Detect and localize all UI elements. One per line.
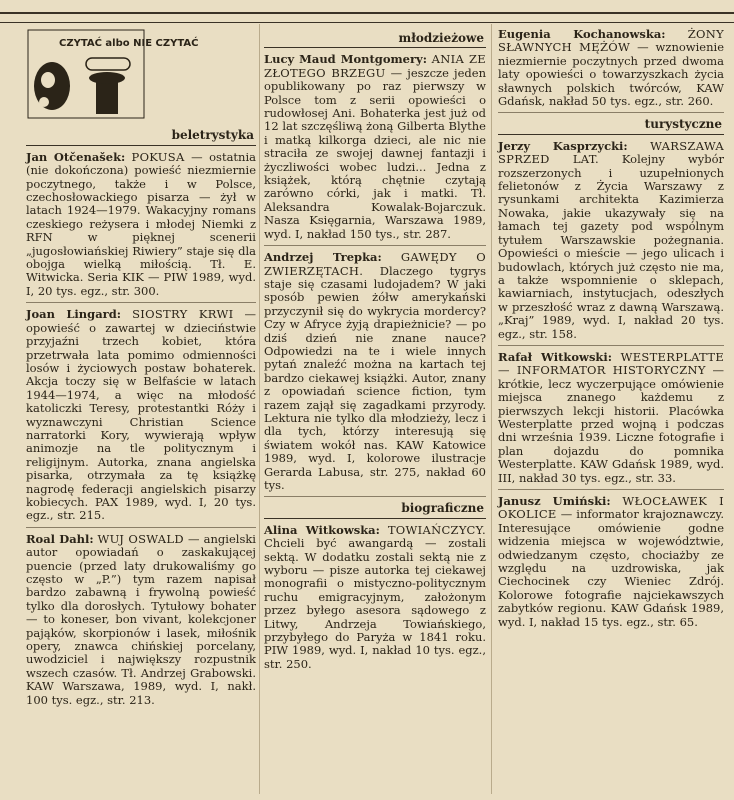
column-right (498, 28, 724, 792)
entry-title: TOWIAŃCZYCY. (387, 522, 486, 537)
section-heading: młodzieżowe (264, 32, 486, 48)
entry-body: Dlaczego tygrys staje się czasami ludojadem? W jaki sposób pewien żółw amerykański przyczynił się do wykrycia mordercy? Czy w Afryce żyją drapieżnicie? — po dziś dzień nie znane nauce? Odpowiedzi na te i wiele innych pytań znaleźć można na kartach tej bardzo ciekawej książki. Autor, znany z opowiadań science fiction, tym razem zajął się zagadkami przyrody. Lektura nie tylko dla młodzieży, lecz i dla tych, którzy interesują się światem wokół nas. KAW Katowice 1989, wyd. I, kolorowe ilustracje Gerarda Labusa, str. 275, nakład 60 tys. (264, 263, 486, 492)
czytac-logo (26, 28, 199, 120)
entry-author: Jan Otčenašek: (26, 149, 126, 164)
entry-body: ostatnia (nie dokończona) powieść niezmiernie poczytnego, także i w Polsce, czechosłowackiego pisarza — żył w latach 1924—1979. Wakacyjny romans czeskiego reżysera i młodej Niemki z RFN w pięknej scenerii „jugosłowiańskiej Riwiery” staje się dla obojga wielką miłością. Tł. E. Witwicka. Seria KIK — PIW 1989, wyd. I, 20 tys. egz., str. 300. (26, 149, 256, 298)
section-heading: biograficzne (264, 502, 486, 518)
entry-author: Alina Witkowska: (264, 522, 380, 537)
entry-title: WARSZAWA SPRZED LAT. (498, 138, 724, 167)
book-entry (264, 524, 486, 675)
entry-title: POKUSA — (131, 149, 203, 164)
entry-body: — jeszcze jeden opublikowany po raz pierwszy w Polsce tom z serii opowieści o rudowłosej Ani. Bohaterka jest już od 12 lat szczęśliwą żoną Gilberta Blythe i matką kilkorga dzieci, ale nic nie straciła ze swojej dawnej fantazji i życzliwości wobec ludzi... Jedna z książek, którą chętnie czytają zarówno córki, jak i matki. Tł. Aleksandra Kowalak-Bojarczuk. Nasza Księgarnia, Warszawa 1989, wyd. I, nakład 150 tys., str. 287. (264, 65, 486, 241)
column-divider (259, 24, 260, 794)
entry-body: Kolejny wybór rozszerzonych i uzupełnionych felietonów z Życia Warszawy z rysunkami architekta Kazimierza Nowaka, jakie ukazywały się na łamach tej gazety pod wspólnym tytułem Warszawskie pożegnania. Opowieści o mieście — jego ulicach i budowlach, których już często nie ma, a także wspomnienie o sklepach, kawiarniach, instytucjach, odeszłych w przeszłość wraz z dawną Warszawą. „Kraj” 1989, wyd. I, nakład 20 tys. egz., str. 158. (498, 152, 724, 341)
entry-title: SIOSTRY KRWI (132, 307, 234, 322)
entry-title: ANIA ZE ZŁOTEGO BRZEGU (264, 52, 486, 80)
book-entry (498, 28, 724, 113)
entry-author: Lucy Maud Montgomery: (264, 52, 427, 67)
entry-title: WŁOCŁAWEK I OKOLICE (498, 494, 725, 522)
book-entry (498, 140, 724, 346)
entry-body: angielski autor opowiadań o zaskakującej puencie (przed laty drukowaliśmy go często w „P.”) tym razem napisał bardzo zabawną i frywolną powieść tylko dla dorosłych. Tytułowy bohater — to koneser, bon vivant, kolekcjoner pająków, skorpionów i lasek, miłośnik opery, znawca chińskiej porcelany, uwodziciel i największy rozpustnik wszech czasów. Tł. Andrzej Grabowski. KAW Warszawa, 1989, wyd. I, nakł. 100 tys. egz., str. 213. (26, 531, 256, 707)
entry-body: — informator krajoznawczy. Interesujące omówienie godne widzenia miejsca w województwie, odwiedzanym często, chociażby ze względu na uzdrowiska, jak Ciechocinek czy Wieniec Zdrój. Kolorowe fotografie najciekawszych zabytków regionu. KAW Gdańsk 1989, wyd. I, nakład 15 tys. egz., str. 65. (498, 507, 725, 629)
entry-author: Jerzy Kasprzycki: (498, 138, 628, 153)
column-middle (264, 28, 486, 792)
entry-author: Janusz Umiński: (498, 494, 611, 508)
entry-author: Andrzej Trepka: (264, 250, 382, 265)
column-left (26, 28, 256, 792)
entry-author: Roal Dahl: (26, 531, 94, 546)
top-rule (0, 12, 734, 14)
book-entry (264, 251, 486, 497)
logo-text: CZYTAĆ albo NIE CZYTAĆ (59, 38, 199, 49)
book-entry (264, 53, 486, 246)
book-entry (26, 151, 256, 303)
entry-body: — wznowienie niezmiernie poczytnych przed dwoma laty opowieści o towarzyszkach życia sławnych polskich twórców, KAW Gdańsk, nakład 50 tys. egz., str. 260. (498, 40, 725, 109)
entry-title: ŻONY SŁAWNYCH MĘŻÓW (498, 27, 724, 55)
column-divider (491, 24, 492, 794)
entry-title: GAWĘDY O ZWIERZĘTACH. (264, 250, 486, 278)
book-entry (498, 351, 724, 490)
entry-author: Eugenia Kochanowska: (498, 27, 666, 41)
entry-title: WESTERPLATTE — INFORMATOR HISTORYCZNY (498, 349, 725, 378)
book-entry (26, 308, 256, 528)
entry-body: — opowieść o zawartej w dzieciństwie przyjaźni trzech kobiet, która przetrwała lata pomimo odmienności losów i życiowych postaw bohaterek. Akcja toczy się w Belfaście w latach 1944—1974, a więc na młodość katoliczki Teresy, protestantki Róży i wyznawczyni Christian Science narratorki Kory, wywierają wpływ animozje na tle politycznym i religijnym. Autorka, znana angielska pisarka, otrzymała za tę książkę nagrodę federacji angielskich pisarzy kobiecych. PAX 1989, wyd. I, 20 tys. egz., str. 215. (26, 307, 256, 523)
section-heading: beletrystyka (26, 129, 256, 145)
entry-author: Joan Lingard: (26, 307, 121, 322)
entry-author: Rafał Witkowski: (498, 349, 613, 364)
entry-title: WUJ OSWALD — (97, 531, 200, 546)
section-heading: turystyczne (498, 118, 724, 134)
book-entry (498, 495, 724, 633)
top-rule-thin (0, 22, 734, 23)
book-entry (26, 533, 256, 711)
entry-body: Chcieli być awangardą — zostali sektą. W dodatku zostali sektą nie z wyboru — pisze autorka tej ciekawej monografii o mistyczno-politycznym ruchu emigracyjnym, założonym przez byłego asesora sądowego z Litwy, Andrzeja Towiańskiego, przybyłego do Paryża w 1841 roku. PIW 1989, wyd. I, nakład 10 tys. egz., str. 250. (264, 536, 486, 671)
entry-body: — krótkie, lecz wyczerpujące omówienie miejsca znanego każdemu z pierwszych lekcji historii. Placówka Westerplatte przed wojną i podczas dni września 1939. Liczne fotografie i plan dojazdu do pomnika Westerplatte. KAW Gdańsk 1989, wyd. III, nakład 30 tys. egz., str. 33. (498, 363, 725, 485)
